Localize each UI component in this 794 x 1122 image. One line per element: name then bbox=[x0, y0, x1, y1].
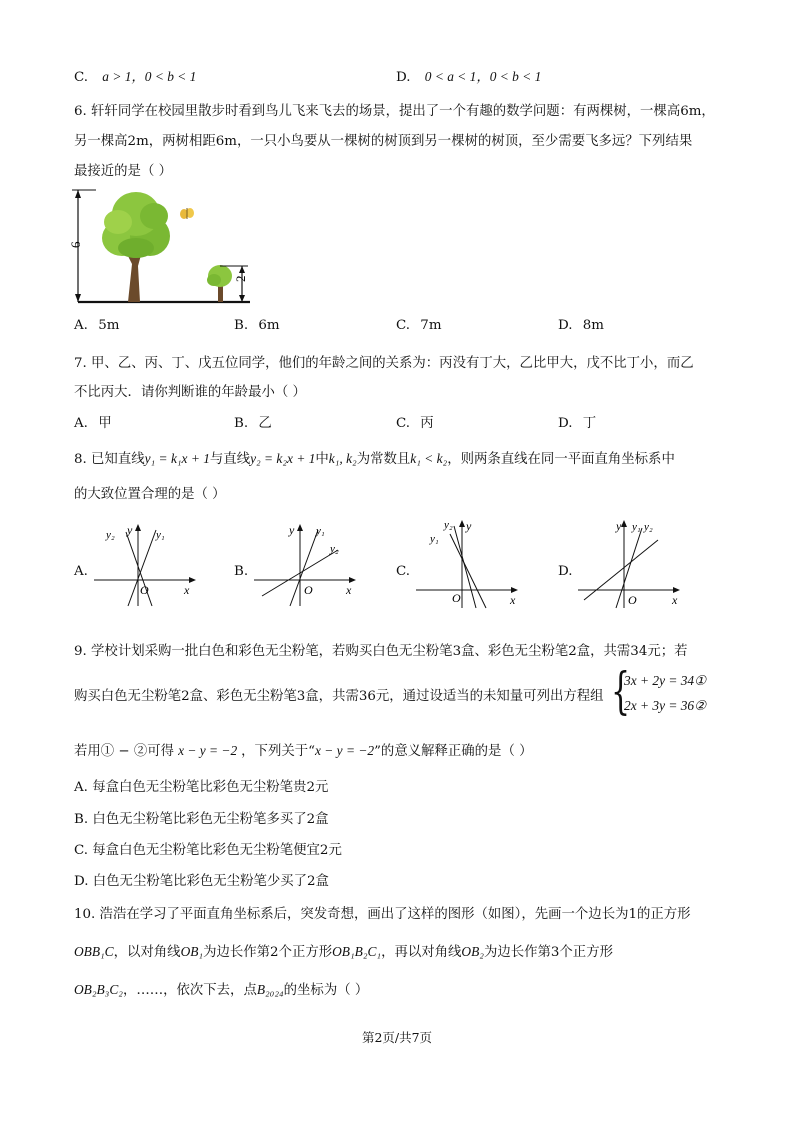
q8-graph-c bbox=[414, 516, 524, 610]
q9-option-c: C. 每盒白色无尘粉笔比彩色无尘粉笔便宜2元 bbox=[74, 843, 342, 858]
svg-text:y: y bbox=[289, 523, 295, 537]
q6-option-c: C. 7m bbox=[396, 318, 442, 333]
system-equation-2: 2x + 3y = 36② bbox=[624, 698, 707, 713]
svg-text:y₂: y₂ bbox=[106, 529, 115, 541]
q5-option-d bbox=[396, 66, 541, 85]
q8-option-a-label: A. bbox=[74, 564, 88, 579]
q8-graph-a bbox=[92, 520, 202, 610]
q6-tree-figure bbox=[70, 186, 270, 310]
q10-line-3: OB₂B₃C₂，……，依次下去，点B₂₀₂₄的坐标为（ ） bbox=[74, 982, 369, 998]
svg-text:O: O bbox=[452, 591, 461, 605]
option-label: C. bbox=[74, 70, 89, 85]
q8-line-1: 8. 已知直线y₁ = k₁x + 1与直线y₂ = k₂x + 1中k₁, k₂为常数且k₁ < k₂，则两条直线在同一平面直角坐标系中 bbox=[74, 451, 675, 467]
short-height-label: 2 bbox=[233, 275, 248, 282]
condition: k₁ < k₂ bbox=[410, 451, 448, 466]
short-tree-icon bbox=[207, 265, 232, 302]
q6-option-b: B. 6m bbox=[234, 318, 280, 333]
svg-text:x: x bbox=[510, 593, 516, 607]
svg-text:O: O bbox=[304, 583, 313, 597]
q8-option-d-label: D. bbox=[558, 564, 573, 579]
svg-text:y: y bbox=[466, 519, 472, 533]
svg-text:x: x bbox=[184, 583, 190, 597]
option-text: 5m bbox=[98, 318, 120, 333]
q5-option-c bbox=[74, 66, 196, 85]
option-text: 8m bbox=[582, 318, 604, 333]
equation-2: y₂ = k₂x + 1 bbox=[250, 451, 316, 466]
q10-line-2: OBB₁C，以对角线OB₁为边长作第2个正方形OB₁B₂C₁，再以对角线OB₂为边长作第3个正方形 bbox=[74, 944, 613, 960]
q6-option-d: D. 8m bbox=[558, 318, 604, 333]
system-equation-1: 3x + 2y = 34① bbox=[624, 673, 707, 688]
svg-text:y₂: y₂ bbox=[444, 519, 453, 531]
q6-line-3: 最接近的是（ ） bbox=[74, 164, 172, 179]
svg-text:y: y bbox=[127, 523, 133, 537]
option-text: 7m bbox=[420, 318, 442, 333]
q8-graph-d bbox=[576, 516, 686, 610]
page-footer: 第2页/共7页 bbox=[361, 1030, 433, 1045]
q7-option-a: A. 甲 bbox=[74, 416, 112, 431]
svg-text:y₂: y₂ bbox=[644, 521, 653, 533]
q7-line-1: 7. 甲、乙、丙、丁、戊五位同学，他们的年龄之间的关系为：丙没有丁大，乙比甲大，戊不比丁小，而乙 bbox=[74, 356, 694, 371]
q10-line-1: 10. 浩浩在学习了平面直角坐标系后，突发奇想，画出了这样的图形（如图），先画一个边长为1的正方形 bbox=[74, 907, 691, 922]
q6-line-1: 6. 轩轩同学在校园里散步时看到鸟儿飞来飞去的场景，提出了一个有趣的数学问题：有两棵树，一棵高6m， bbox=[74, 104, 715, 119]
equation-system-brace: { bbox=[611, 662, 631, 720]
svg-text:O: O bbox=[140, 583, 149, 597]
svg-text:x: x bbox=[346, 583, 352, 597]
q6-line-2: 另一棵高2m，两树相距6m，一只小鸟要从一棵树的树顶到另一棵树的树顶，至少需要飞多远？下列结果 bbox=[74, 134, 693, 149]
tall-tree-icon bbox=[102, 192, 170, 302]
q6-option-a: A. 5m bbox=[74, 318, 120, 333]
q7-option-c: C. 丙 bbox=[396, 416, 434, 431]
q7-line-2: 不比丙大．请你判断谁的年龄最小（ ） bbox=[74, 385, 306, 400]
q7-option-b: B. 乙 bbox=[234, 416, 272, 431]
q9-option-a: A. 每盒白色无尘粉笔比彩色无尘粉笔贵2元 bbox=[74, 780, 329, 795]
option-expression: 0 < a < 1，0 < b < 1 bbox=[424, 69, 542, 84]
svg-text:y₂: y₂ bbox=[330, 543, 339, 555]
q9-line-2: 购买白色无尘粉笔2盒、彩色无尘粉笔3盒，共需36元，通过设适当的未知量可列出方程组 bbox=[74, 689, 604, 704]
svg-text:O: O bbox=[628, 593, 637, 607]
q7-option-d: D. 丁 bbox=[558, 416, 597, 431]
q9-line-3: 若用① − ②可得 x − y = −2 ，下列关于“x − y = −2”的意义解释正确的是（ ） bbox=[74, 743, 533, 759]
svg-text:y₁: y₁ bbox=[430, 533, 439, 545]
q9-option-b: B. 白色无尘粉笔比彩色无尘粉笔多买了2盒 bbox=[74, 812, 329, 827]
butterfly-icon bbox=[180, 208, 194, 219]
equation-1: y₁ = k₁x + 1 bbox=[144, 451, 210, 466]
q9-option-d: D. 白色无尘粉笔比彩色无尘粉笔少买了2盒 bbox=[74, 874, 329, 889]
q8-option-b-label: B. bbox=[234, 564, 249, 579]
q8-option-c-label: C. bbox=[396, 564, 411, 579]
svg-text:y₁: y₁ bbox=[632, 521, 641, 533]
tall-height-label: 6 bbox=[68, 241, 83, 248]
option-label: D. bbox=[396, 70, 411, 85]
q8-line-2: 的大致位置合理的是（ ） bbox=[74, 487, 226, 502]
svg-text:x: x bbox=[672, 593, 678, 607]
q8-graph-b bbox=[252, 520, 362, 610]
svg-text:y: y bbox=[616, 519, 622, 533]
q9-line-1: 9. 学校计划采购一批白色和彩色无尘粉笔，若购买白色无尘粉笔3盒、彩色无尘粉笔2盒，共需34元；若 bbox=[74, 644, 688, 659]
option-text: 6m bbox=[258, 318, 280, 333]
svg-text:y₁: y₁ bbox=[316, 525, 325, 537]
svg-text:y₁: y₁ bbox=[156, 529, 165, 541]
option-expression: a > 1，0 < b < 1 bbox=[102, 69, 197, 84]
